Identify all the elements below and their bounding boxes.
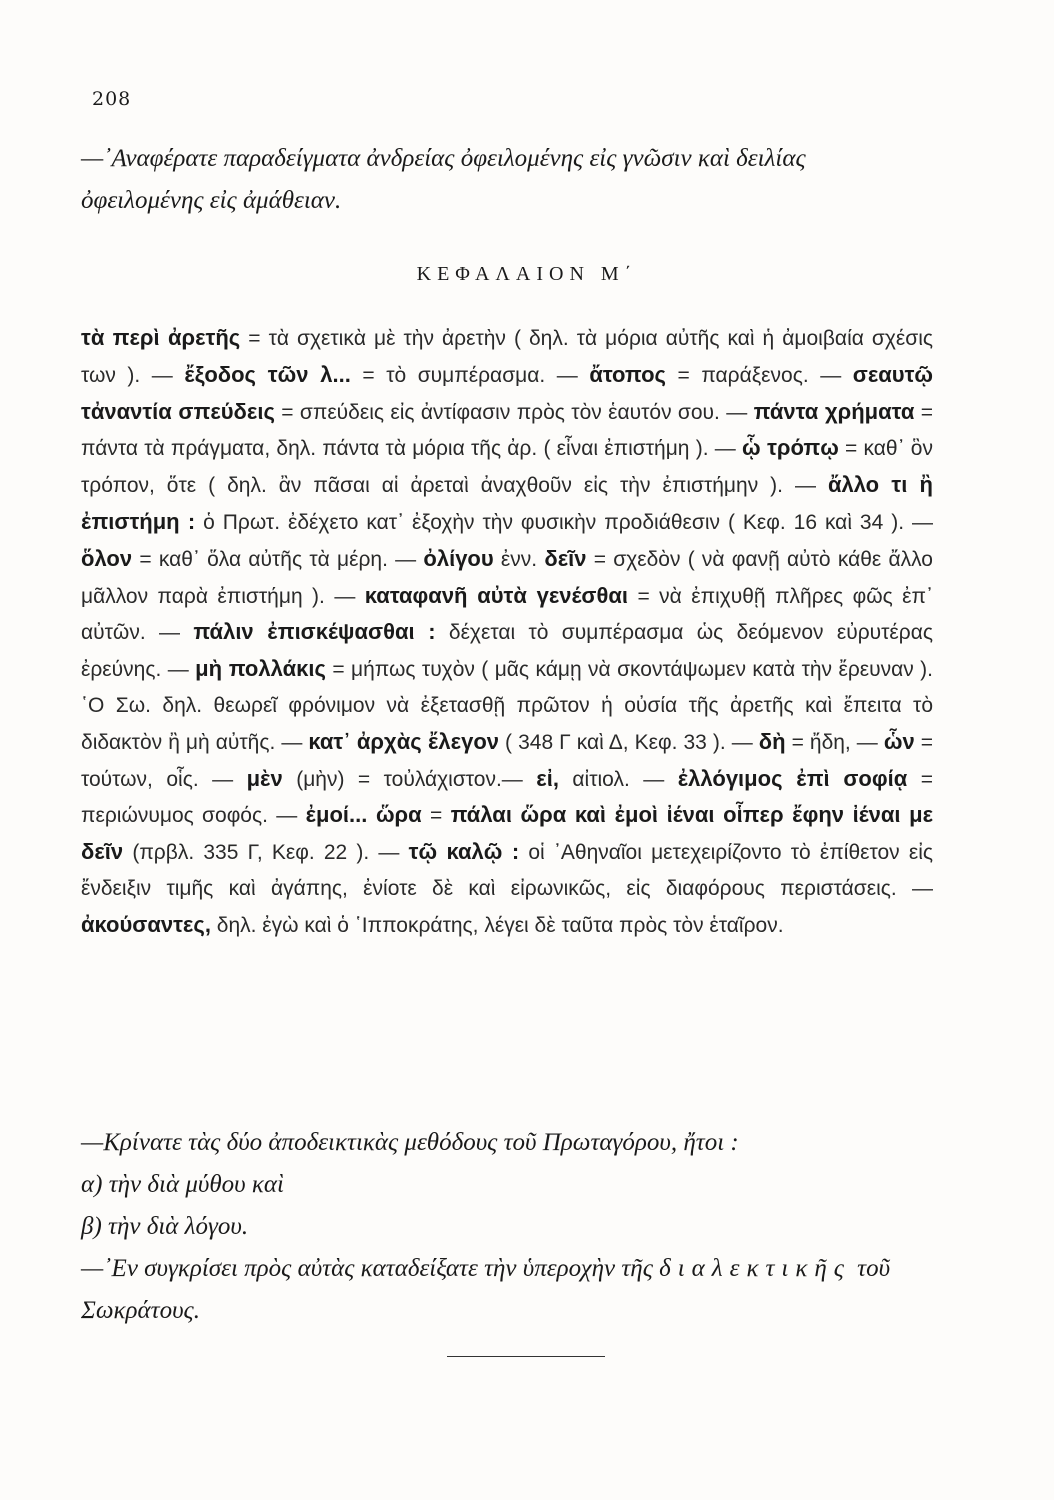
lemma-term: ᾧ τρόπῳ xyxy=(742,435,839,461)
gloss-text: = περιώνυμος σοφός. — xyxy=(81,767,933,828)
gloss-text: = τούτων, οἷς. — xyxy=(81,730,933,791)
lemma-term: ὀλίγου xyxy=(423,545,494,571)
lemma-term: ἄλλο τι ἢ ἐπιστήμη : xyxy=(81,472,933,534)
lemma-term: πάλιν ἐπισκέψασθαι : xyxy=(193,619,436,645)
gloss-text: = καθ᾿ ὅλα αὐτῆς τὰ μέρη. — xyxy=(132,547,424,571)
gloss-text: = πάντα τὰ πράγματα, δηλ. πάντα τὰ μόρια τῆς ἀρ. ( εἶναι ἐπιστήμη ). — xyxy=(81,400,933,461)
lemma-term: ἀκούσαντες, xyxy=(81,911,211,937)
review-question-1: —᾿Αναφέρατε παραδείγματα ἀνδρείας ὀφειλομένης εἰς γνῶσιν καὶ δειλίας ὀφειλομένης εἰς ἀμάθειαν. xyxy=(81,145,806,214)
question-2-compare xyxy=(81,1248,933,1332)
question-2-intro: —Κρίνατε τὰς δύο ἀποδεικτικὰς μεθόδους τοῦ Πρωταγόρου, ἤτοι : xyxy=(81,1129,739,1156)
chapter-commentary xyxy=(81,320,933,944)
gloss-text: = παράξενος. — xyxy=(666,363,853,387)
lemma-term: καταφανῆ αὐτὰ γενέσθαι xyxy=(364,582,629,608)
gloss-text: = σχεδὸν ( νὰ φανῇ αὐτὸ κάθε ἄλλο μᾶλλον παρὰ ἐπιστήμη ). — xyxy=(81,547,933,608)
lemma-term: πάλαι ὥρα καὶ ἐμοὶ ἰέναι οἷπερ ἔφην ἰέναι με δεῖν xyxy=(81,802,934,865)
question-2-item-b: β) τὴν διὰ λόγου. xyxy=(81,1213,249,1240)
lemma-term: ὅλον xyxy=(81,545,133,571)
lemma-term: πάντα χρήματα xyxy=(753,398,915,424)
question-2-item-a: α) τὴν διὰ μύθου καὶ xyxy=(81,1171,284,1198)
chapter-heading: ΚΕΦΑΛΑΙΟΝ Μ΄ xyxy=(416,263,638,285)
end-rule xyxy=(447,1356,605,1357)
lemma-term: δεῖν xyxy=(544,545,587,571)
gloss-text: = σπεύδεις εἰς ἀντίφασιν πρὸς τὸν ἑαυτόν σου. — xyxy=(274,400,754,424)
gloss-text: ( 348 Γ καὶ Δ, Κεφ. 33 ). — xyxy=(499,730,759,754)
gloss-text: = καθ᾿ ὃν τρόπον, ὅτε ( δηλ. ἂν πᾶσαι αἱ ἀρεταὶ ἀναχθοῦν εἰς τὴν ἐπιστήμην ). — xyxy=(81,437,933,498)
gloss-text: αἰτιολ. — xyxy=(558,767,678,791)
compare-suffix: τοῦ Σωκράτους. xyxy=(81,1255,891,1324)
gloss-text: ὁ Πρωτ. ἐδέχετο κατ᾿ ἐξοχὴν τὴν φυσικὴν προδιάθεσιν ( Κεφ. 16 καὶ 34 ). — xyxy=(195,510,933,534)
gloss-text: δέχεται τὸ συμπέρασμα ὡς δεόμενον εὐρυτέρας ἐρεύνης. — xyxy=(81,621,933,682)
gloss-text: = ἤδη, — xyxy=(785,730,884,754)
lemma-term: ἐλλόγιμος ἐπὶ σοφίᾳ xyxy=(677,765,908,791)
lemma-term: τῷ καλῷ : xyxy=(408,839,520,865)
gloss-text: = τὰ σχετικὰ μὲ τὴν ἀρετὴν ( δηλ. τὰ μόρια αὐτῆς καὶ ἡ ἀμοιβαία σχέσις των ). — xyxy=(81,327,933,387)
lemma-term: μὲν xyxy=(246,765,283,791)
gloss-text: οἱ ᾿Αθηναῖοι μετεχειρίζοντο τὸ ἐπίθετον εἰς ἔνδειξιν τιμῆς καὶ ἀγάπης, ἐνίοτε δὲ καὶ εἰρωνικῶς, εἰς διαφόρους περιστάσεις. — xyxy=(81,841,933,900)
lemma-term: σεαυτῷ τἀναντία σπεύδεις xyxy=(81,361,933,424)
gloss-text: = μήπως τυχὸν ( μᾶς κάμῃ νὰ σκοντάψωμεν κατὰ τὴν ἔρευναν ). ῾Ο Σω. δηλ. θεωρεῖ φρόνιμον νὰ ἐξετασθῇ πρῶτον ἡ οὐσία τῆς ἀρετῆς καὶ ἔπειτα τὸ διδακτὸν ἢ μὴ αὐτῆς. — xyxy=(81,658,933,754)
gloss-text: (μὴν) = τοὐλάχιστον.— xyxy=(282,767,537,791)
gloss-text: = xyxy=(421,804,451,828)
review-question-2 xyxy=(81,1122,933,1332)
lemma-term: ὧν xyxy=(883,728,915,754)
lemma-term: ἄτοπος xyxy=(589,361,666,387)
lemma-term: δὴ xyxy=(758,728,786,754)
gloss-text: δηλ. ἐγὼ καὶ ὁ ῾Ιπποκράτης, λέγει δὲ ταῦτα πρὸς τὸν ἑταῖρον. xyxy=(210,913,784,937)
compare-spaced-word: διαλεκτικῆς xyxy=(659,1255,851,1282)
page-number: 208 xyxy=(92,88,132,110)
lemma-term: ἐμοί... ὥρα xyxy=(305,802,422,828)
lemma-term: τὰ περὶ ἀρετῆς xyxy=(81,325,241,350)
lemma-term: ἔξοδος τῶν λ... xyxy=(184,361,351,387)
lemma-term: εἰ, xyxy=(536,765,559,791)
gloss-text: (πρβλ. 335 Γ, Κεφ. 22 ). — xyxy=(123,841,409,865)
lemma-term: μὴ πολλάκις xyxy=(195,656,326,682)
gloss-text: = τὸ συμπέρασμα. — xyxy=(350,363,590,387)
lemma-term: κατ᾿ ἀρχὰς ἔλεγον xyxy=(308,728,500,754)
gloss-text: = νὰ ἐπιχυθῇ πλῆρες φῶς ἐπ᾿ αὐτῶν. — xyxy=(81,584,933,645)
compare-prefix: —᾿Εν συγκρίσει πρὸς αὐτὰς καταδείξατε τὴν ὑπεροχὴν τῆς xyxy=(81,1255,653,1282)
gloss-text: ἐνν. xyxy=(493,547,545,571)
